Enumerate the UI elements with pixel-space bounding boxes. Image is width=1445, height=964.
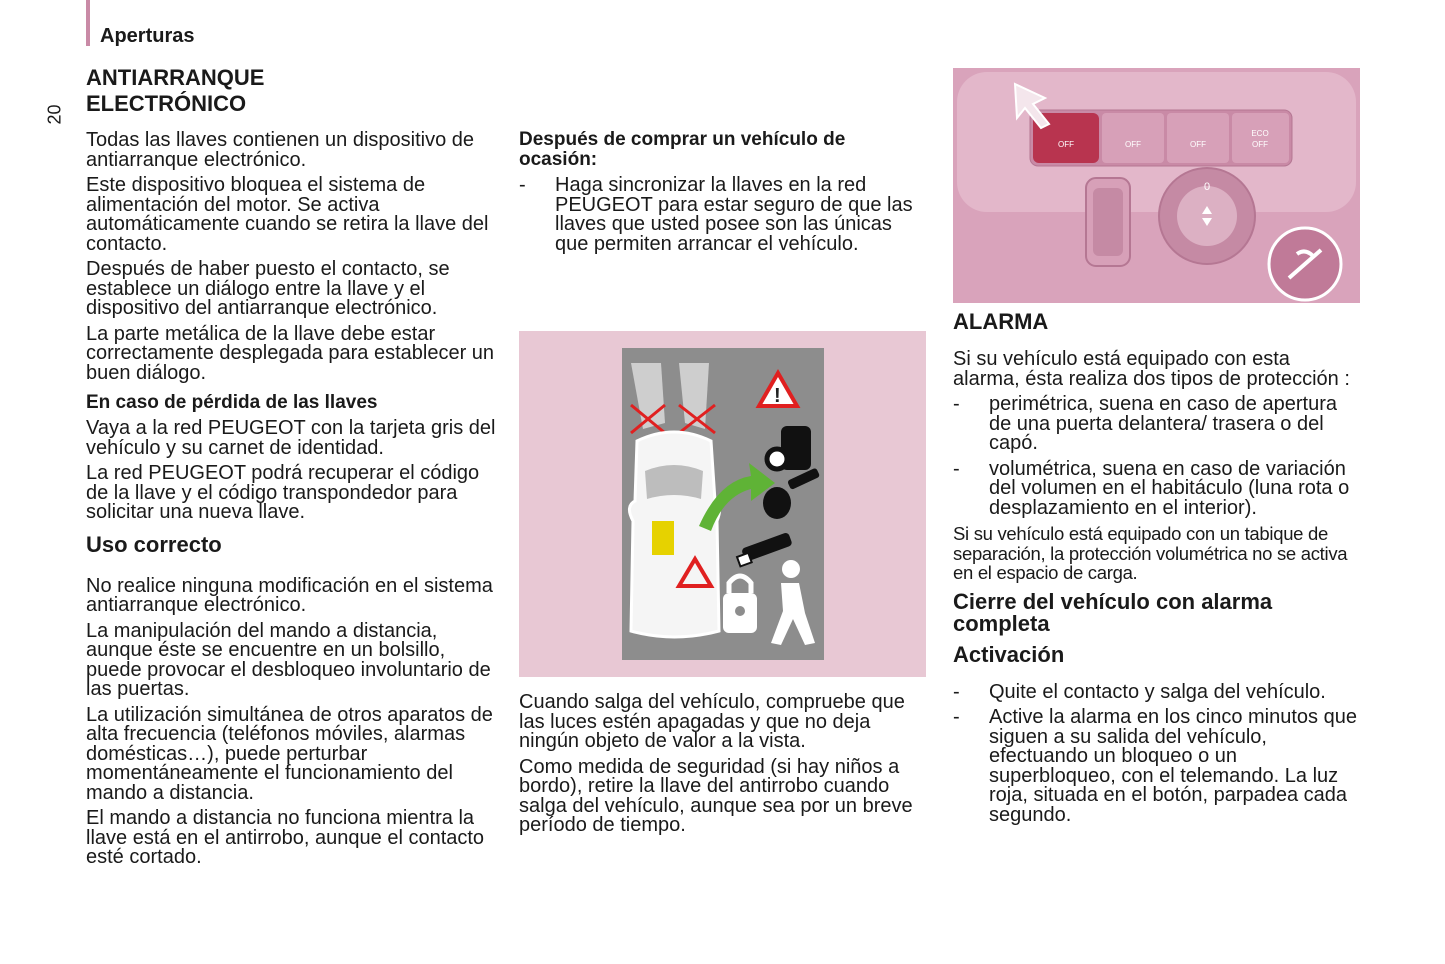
car-windshield [645,465,703,499]
paragraph: Después de haber puesto el contacto, se establece un diálogo entre la llave y el dispositivo del antiarranque electrónico. [86,258,450,319]
alarm-heading: ALARMA [953,309,1049,334]
used-vehicle-heading: Después de comprar un vehículo de ocasión: [519,129,846,170]
eco-label: ECO [1251,129,1269,138]
dashboard-panel-svg [953,68,1360,303]
safety-vest-icon [652,521,674,555]
button-off-label: OFF [1125,140,1141,149]
lock-alarm-heading: Cierre del vehículo con alarma completa [953,588,1273,636]
list-item-text: Haga sincronizar la llaves en la red PEUGEOT para estar seguro de que las llaves que usted posee son las únicas que permiten arrancar el vehículo. [555,174,913,255]
list-item-text: perimétrica, suena en caso de apertura de una puerta delantera/ trasera o del capó. [989,393,1337,454]
activation-heading: Activación [953,641,1065,667]
title-line-1: ANTIARRANQUE [86,65,265,90]
list-item [953,457,1361,519]
column-2-lower [519,693,925,842]
car-icon [629,432,719,637]
paragraph: Este dispositivo bloquea el sistema de alimentación del motor. Se activa automáticamente cuando se retira la llave del contacto. [86,174,489,255]
paragraph: Vaya a la red PEUGEOT con la tarjeta gris del vehículo y su carnet de identidad. [86,417,496,459]
paragraph: No realice ninguna modificación en el sistema antiarranque electrónico. [86,574,493,616]
column-1 [86,65,498,874]
paragraph: La red PEUGEOT podrá recuperar el código de la llave y el código transpondedor para solicitar una nueva llave. [86,462,480,523]
dash-mark: - [953,457,960,480]
dial-knob [1177,186,1237,246]
paragraph: Si su vehículo está equipado con esta alarma, ésta realiza dos tipos de protección : [953,348,1350,390]
illustration-dashboard-panel [953,68,1360,303]
paragraph: La utilización simultánea de otros aparatos de alta frecuencia (teléfonos móviles, alarmas domésticas…), puede perturbar momentáneamente el funcionamiento del mando a distancia. [86,703,493,804]
antiarranque-title [86,65,498,117]
paragraph: La manipulación del mando a distancia, aunque éste se encuentre en un bolsillo, puede provocar el desbloqueo involuntario de las puertas. [86,619,491,700]
list-item [953,395,1361,454]
car-safety-svg [519,331,926,677]
paragraph: El mando a distancia no funciona mientra la llave está en el antirrobo, aunque el contacto esté cortado. [86,807,485,868]
column-3 [953,310,1361,831]
dash-mark: - [953,680,960,703]
button-off-label: OFF [1252,140,1268,149]
partition-note: Si su vehículo está equipado con un tabique de separación, la protección volumétrica no se activa en el espacio de carga. [953,523,1348,583]
list-item [519,176,925,254]
paragraph: Cuando salga del vehículo, compruebe que las luces estén apagadas y que no deja ningún objeto de valor a la vista. [519,691,905,752]
paragraph: Todas las llaves contienen un dispositivo de antiarranque electrónico. [86,129,475,171]
section-label: Aperturas [100,25,195,47]
list-item-text: Quite el contacto y salga del vehículo. [989,680,1326,703]
exclamation-mark: ! [774,385,781,407]
paragraph: La parte metálica de la llave debe estar correctamente desplegada para establecer un buen diálogo. [86,322,495,384]
list-item-text: volumétrica, suena en caso de variación del volumen en el habitáculo (luna rota o desplazamiento en el interior). [989,457,1350,519]
paragraph: Como medida de seguridad (si hay niños a bordo), retire la llave del antirrobo cuando salga del vehículo, aunque sea por un breve período de tiempo. [519,755,913,836]
page-number: 20 [44,104,65,125]
dial-zero-label: 0 [1203,181,1211,193]
dash-mark: - [953,706,960,728]
list-item [953,708,1361,825]
list-item [953,680,1361,703]
illustration-car-safety [519,331,926,677]
dash-mark: - [519,174,526,196]
button-off-label: OFF [1190,140,1206,149]
header-accent-bar [86,0,90,46]
switch-rocker [1093,188,1123,256]
button-2[interactable] [1102,113,1164,163]
button-off-label: OFF [1058,140,1074,149]
button-3[interactable] [1167,113,1229,163]
loss-heading: En caso de pérdida de las llaves [86,392,378,413]
dash-mark: - [953,393,960,415]
title-line-2: ELECTRÓNICO [86,91,247,116]
eco-button[interactable] [1232,113,1289,163]
uso-correcto-heading: Uso correcto [86,531,222,557]
list-item-text: Active la alarma en los cinco minutos que siguen a su salida del vehículo, efectuando un bloqueo o un superbloqueo, con el telemando. La luz roja, situada en el botón, parpadea cada segundo. [989,706,1357,826]
column-2 [519,130,925,260]
